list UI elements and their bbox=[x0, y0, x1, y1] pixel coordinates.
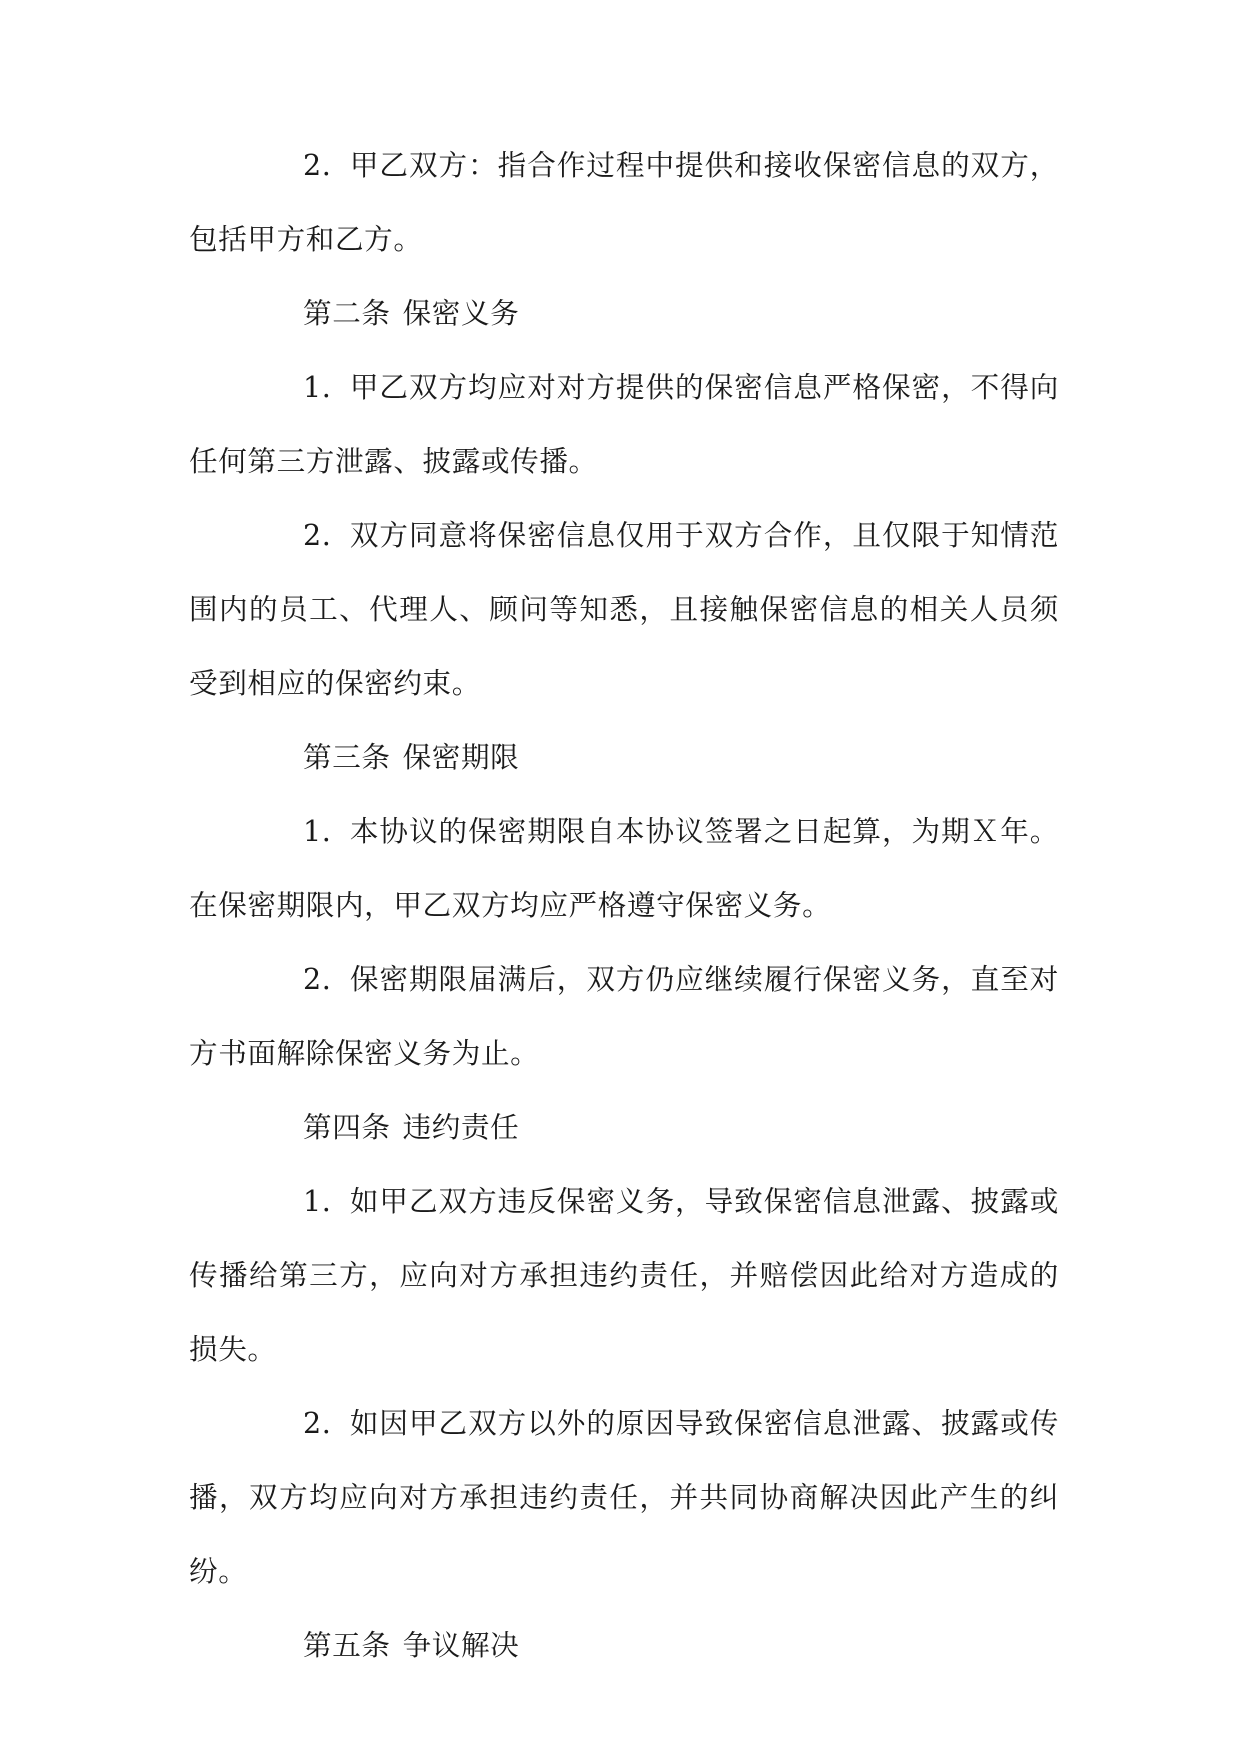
clause-4-1-paragraph bbox=[189, 1164, 1059, 1386]
clause-number: 1. bbox=[303, 370, 332, 404]
article-title: 保密期限 bbox=[402, 740, 520, 774]
clause-number: 2. bbox=[303, 148, 332, 182]
clause-text: 本协议的保密期限自本协议签署之日起算，为期Ｘ年。在保密期限内，甲乙双方均应严格遵守保密义务。 bbox=[189, 814, 1059, 922]
article-3-heading bbox=[189, 720, 1059, 794]
clause-number: 1. bbox=[303, 814, 332, 848]
clause-2-1-paragraph bbox=[189, 350, 1059, 498]
article-number: 第四条 bbox=[303, 1110, 391, 1144]
article-5-heading bbox=[189, 1608, 1059, 1682]
clause-text: 如甲乙双方违反保密义务，导致保密信息泄露、披露或传播给第三方，应向对方承担违约责任，并赔偿因此给对方造成的损失。 bbox=[189, 1184, 1059, 1366]
clause-1-2-paragraph bbox=[189, 128, 1059, 276]
document-body bbox=[189, 128, 1059, 1682]
clause-number: 2. bbox=[303, 962, 332, 996]
clause-number: 2. bbox=[303, 1406, 332, 1440]
article-number: 第二条 bbox=[303, 296, 391, 330]
clause-text: 保密期限届满后，双方仍应继续履行保密义务，直至对方书面解除保密义务为止。 bbox=[189, 962, 1059, 1070]
article-4-heading bbox=[189, 1090, 1059, 1164]
clause-number: 1. bbox=[303, 1184, 332, 1218]
article-title: 争议解决 bbox=[402, 1628, 520, 1662]
clause-3-2-paragraph bbox=[189, 942, 1059, 1090]
clause-text: 甲乙双方：指合作过程中提供和接收保密信息的双方，包括甲方和乙方。 bbox=[189, 148, 1059, 256]
article-title: 保密义务 bbox=[402, 296, 520, 330]
clause-text: 甲乙双方均应对对方提供的保密信息严格保密，不得向任何第三方泄露、披露或传播。 bbox=[189, 370, 1059, 478]
article-number: 第三条 bbox=[303, 740, 391, 774]
clause-4-2-paragraph bbox=[189, 1386, 1059, 1608]
clause-text: 双方同意将保密信息仅用于双方合作，且仅限于知情范围内的员工、代理人、顾问等知悉，且接触保密信息的相关人员须受到相应的保密约束。 bbox=[189, 518, 1059, 700]
article-number: 第五条 bbox=[303, 1628, 391, 1662]
article-2-heading bbox=[189, 276, 1059, 350]
clause-text: 如因甲乙双方以外的原因导致保密信息泄露、披露或传播，双方均应向对方承担违约责任，并共同协商解决因此产生的纠纷。 bbox=[189, 1406, 1059, 1588]
article-title: 违约责任 bbox=[402, 1110, 520, 1144]
clause-number: 2. bbox=[303, 518, 332, 552]
clause-2-2-paragraph bbox=[189, 498, 1059, 720]
clause-3-1-paragraph bbox=[189, 794, 1059, 942]
